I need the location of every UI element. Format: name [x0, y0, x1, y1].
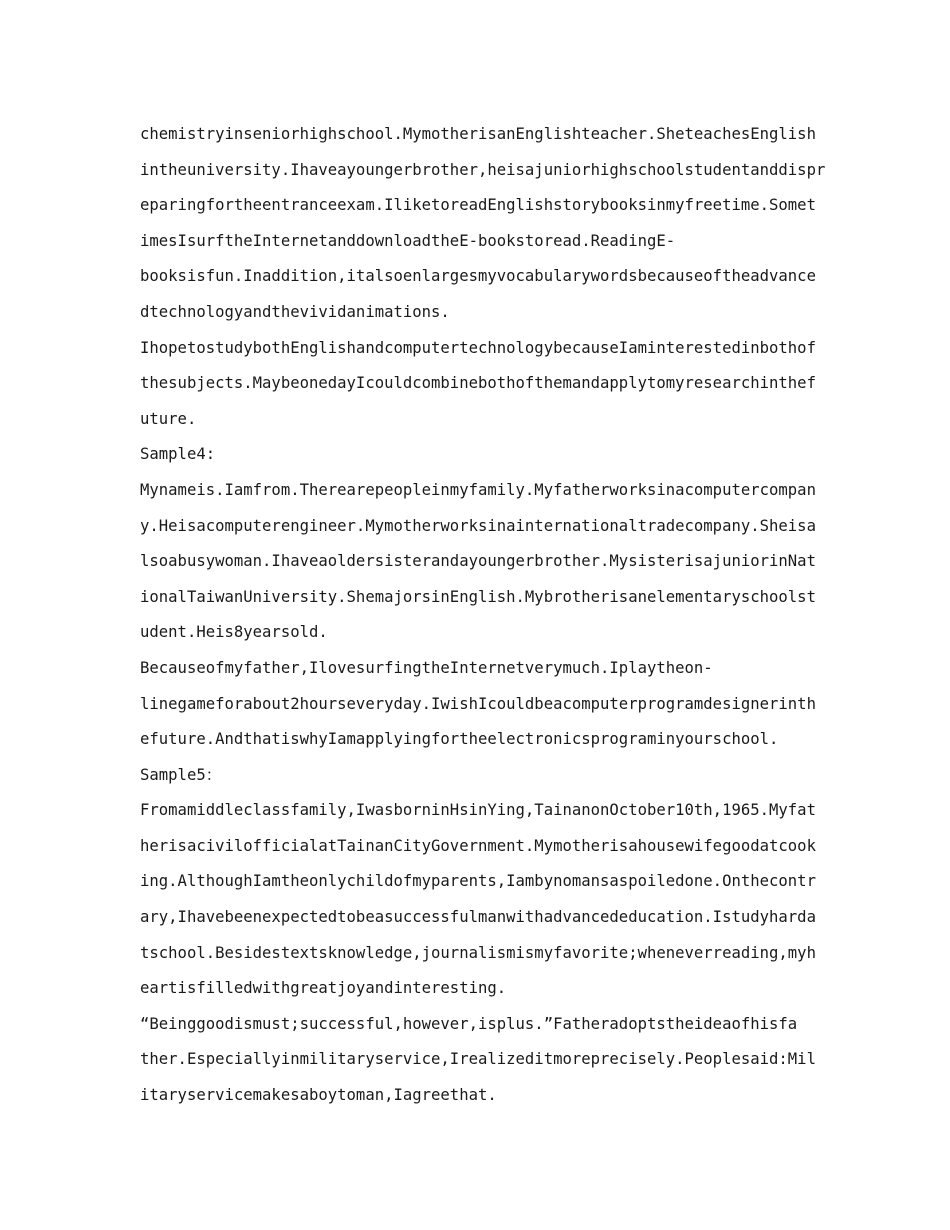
text-line: dtechnologyandthevividanimations. — [140, 302, 450, 321]
text-line: chemistryinseniorhighschool.MymotherisanEnglishteacher.SheteachesEnglish — [140, 125, 816, 143]
text-line: Fromamiddleclassfamily,IwasborninHsinYing,TainanonOctober10th,1965.Myfat — [140, 801, 816, 820]
document-body — [140, 117, 826, 1114]
text-line: linegameforabout2hourseveryday.IwishIcouldbeacomputerprogramdesignerinth — [140, 694, 816, 713]
text-line: herisacivilofficialatTainanCityGovernment.Mymotherisahousewifegoodatcook — [140, 836, 816, 855]
text-line: imesIsurftheInternetanddownloadtheE-bookstoread.ReadingE- — [140, 231, 676, 250]
text-line: thesubjects.MaybeonedayIcouldcombinebothofthemandapplytomyresearchinthef — [140, 374, 816, 393]
text-line: ing.AlthoughIamtheonlychildofmyparents,Iambynomansaspoiledone.Onthecontr — [140, 872, 816, 891]
text-line: y.Heisacomputerengineer.Mymotherworksinainternationaltradecompany.Sheisa — [140, 516, 816, 535]
text-line: ionalTaiwanUniversity.ShemajorsinEnglish.Mybrotherisanelementaryschoolst — [140, 587, 816, 606]
text-line: IhopetostudybothEnglishandcomputertechnologybecauseIaminterestedinbothof — [140, 338, 816, 357]
text-line: itaryservicemakesaboytoman,Iagreethat. — [140, 1086, 497, 1105]
text-line: eparingfortheentranceexam.IliketoreadEnglishstorybooksinmyfreetime.Somet — [140, 196, 816, 215]
text-line: ther.Especiallyinmilitaryservice,Irealizeditmoreprecisely.Peoplesaid:Mil — [140, 1050, 816, 1069]
text-line: udent.Heis8yearsold. — [140, 623, 328, 642]
text-line: uture. — [140, 409, 197, 428]
text-line: efuture.AndthatiswhyIamapplyingfortheelectronicsprograminyourschool. — [140, 730, 779, 749]
text-line: ary,Ihavebeenexpectedtobeasuccessfulmanwithadvancededucation.Istudyharda — [140, 908, 816, 927]
text-line: intheuniversity.Ihaveayoungerbrother,heisajuniorhighschoolstudentanddispr — [140, 160, 826, 179]
text-line: tschool.Besidestextsknowledge,journalismismyfavorite;wheneverreading,myh — [140, 943, 816, 962]
section-heading: Sample5： — [140, 765, 222, 784]
text-line: Becauseofmyfather,IlovesurfingtheInternetverymuch.Iplaytheon- — [140, 658, 713, 677]
text-line: Mynameis.Iamfrom.Therearepeopleinmyfamily.Myfatherworksinacomputercompan — [140, 480, 816, 499]
text-line: booksisfun.Inaddition,italsoenlargesmyvocabularywordsbecauseoftheadvance — [140, 267, 816, 286]
text-line: lsoabusywoman.Ihaveaoldersisterandayoungerbrother.MysisterisajuniorinNat — [140, 552, 816, 571]
section-heading: Sample4: — [140, 445, 216, 464]
text-line: “Beinggoodismust;successful,however,isplus.”Fatheradoptstheideaofhisfa — [140, 1014, 798, 1033]
text-line: eartisfilledwithgreatjoyandinteresting. — [140, 979, 507, 998]
